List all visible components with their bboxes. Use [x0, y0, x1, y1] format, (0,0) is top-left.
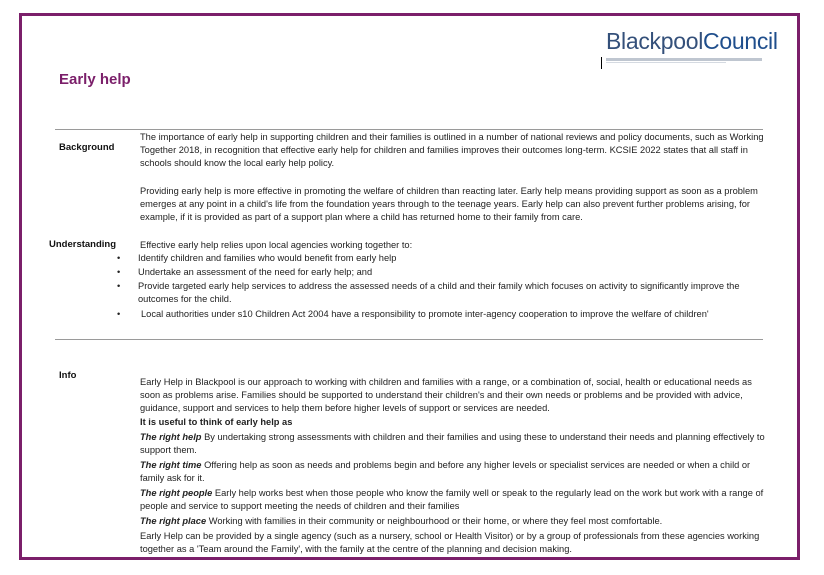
- understanding-label: Understanding: [49, 239, 117, 250]
- text-cursor: [601, 57, 602, 69]
- section-divider-top: [55, 129, 763, 130]
- background-label: Background: [59, 142, 115, 153]
- right-people-item: The right people Early help works best when those people who know the family well or speak to the regularly lead on the work but work with a range of people and service to support meeting the needs of children and their families: [140, 488, 764, 511]
- info-paragraph-1: Early Help in Blackpool is our approach to working with children and families with a range, or a combination of, social, health or educational needs as soon as problems arise. Families should be supported to understand their children's and their own needs or problems and be provided with advice, guidance, support and services to help them before higher levels of support or services are needed.: [140, 377, 752, 413]
- section-divider-bottom: [55, 339, 763, 340]
- right-time-item: The right time Offering help as soon as needs and problems begin and before any higher levels or specialist services are needed or when a child or family ask for it.: [140, 460, 751, 483]
- info-useful-heading: It is useful to think of early help as: [140, 417, 293, 427]
- blackpool-council-logo: BlackpoolCouncil: [606, 28, 778, 54]
- logo-underline: [606, 58, 762, 61]
- background-paragraph-2: Providing early help is more effective in promoting the welfare of children than reacting later. Early help means providing support as soon as a problem emerges at any point in a child's life from the foundation years through to the teenage years. Early help can also prevent further problems arising, for example, if it is provided as part of a support plan where a child has returned home to their family from care.: [140, 186, 758, 222]
- info-section: [140, 376, 770, 556]
- info-paragraph-last: Early Help can be provided by a single agency (such as a nursery, school or Health Visitor) or by a group of professionals from these agencies working together as a 'Team around the Family', with the family at the centre of the planning and decision making.: [140, 531, 760, 554]
- understanding-intro: Effective early help relies upon local agencies working together to:: [140, 240, 413, 250]
- page-title: Early help: [59, 71, 131, 88]
- logo-underline-thin: [606, 62, 726, 63]
- right-place-item: The right place Working with families in their community or neighbourhood or their home, or where they feel most comfortable.: [140, 516, 663, 526]
- right-help-item: The right help By undertaking strong assessments with children and their families and using these to understand their needs and planning effectively to support them.: [140, 432, 765, 455]
- background-paragraph-1: The importance of early help in supporting children and their families is outlined in a number of national reviews and policy documents, such as Working Together 2018, in recognition that effective early help for children and families improves their outcomes long-term. KCSIE 2022 states that all staff in schools should know the local early help policy.: [140, 132, 764, 168]
- info-label: Info: [59, 370, 77, 381]
